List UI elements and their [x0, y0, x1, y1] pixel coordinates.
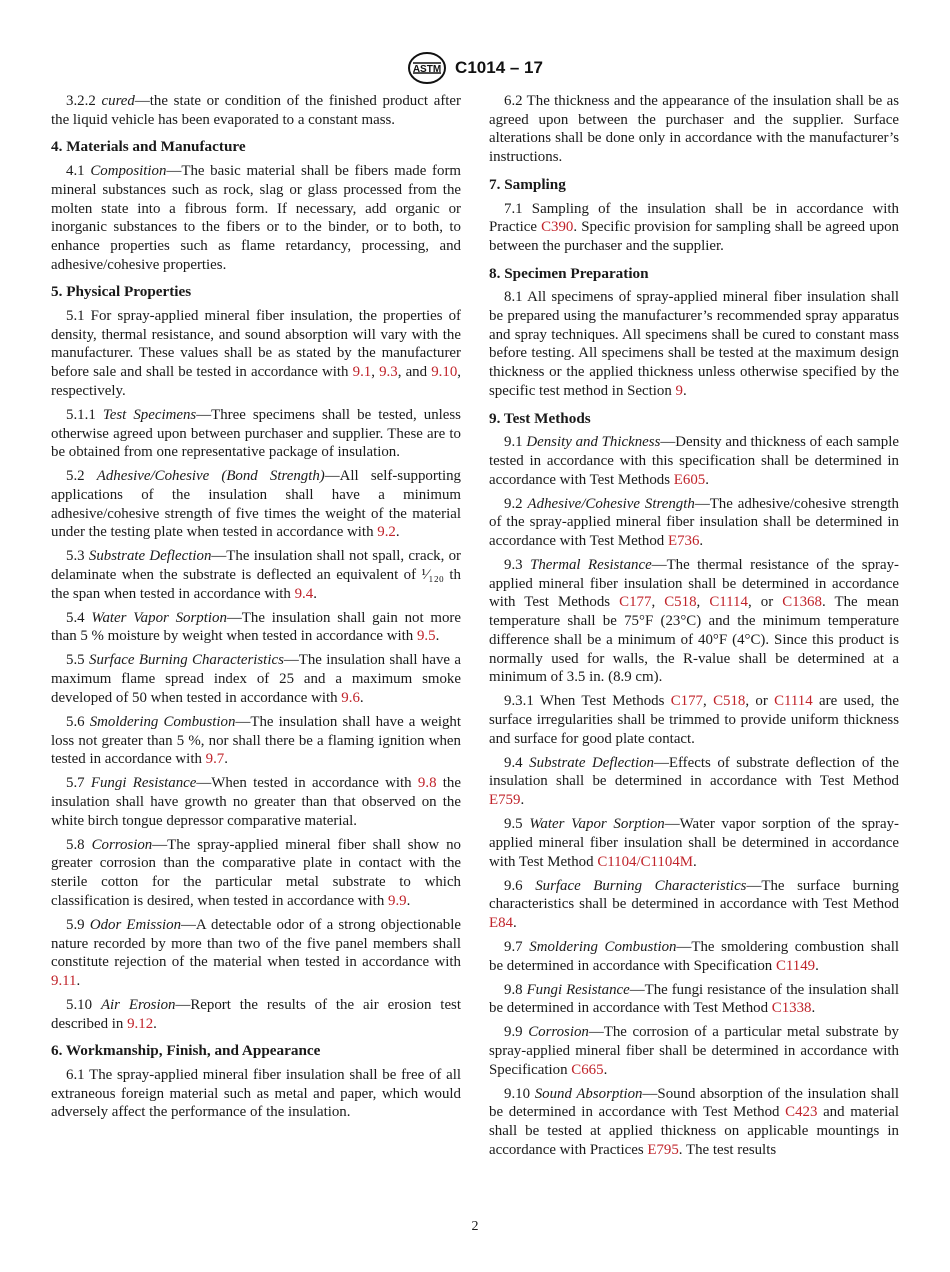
ref-link[interactable]: 9.6	[341, 689, 360, 706]
paragraph-5-9: 5.9 Odor Emission—A detectable odor of a strong objectionable nature recorded by more than two of the five panel members shall constitute rejection of the material when tested in accordance with 9.11.	[51, 916, 461, 989]
paragraph-5-1: 5.1 For spray-applied mineral fiber insulation, the properties of density, thermal resistance, and sound absorption will vary with the manufacturer. These values shall be as stated by the manufacturer before sale and shall be tested in accordance with 9.1, 9.3, and 9.10, respectively.	[51, 308, 461, 399]
ref-link[interactable]: 9.7	[205, 751, 225, 768]
ref-link[interactable]: C1149	[775, 957, 816, 974]
paragraph-5-6: 5.6 Smoldering Combustion—The insulation shall have a weight loss not greater than 5 %, nor shall there be a flaming ignition when tested in accordance with 9.7.	[51, 713, 461, 768]
ref-link[interactable]: C177	[670, 693, 704, 710]
paragraph-6-2: 6.2 The thickness and the appearance of the insulation shall be as agreed upon between the purchaser and the supplier. Surface alterations shall be done only in accordance with the manufacturer’s instructions.	[489, 93, 899, 166]
paragraph-5-4: 5.4 Water Vapor Sorption—The insulation shall gain not more than 5 % moisture by weight when tested in accordance with 9.5.	[51, 609, 461, 645]
paragraph-9-5: 9.5 Water Vapor Sorption—Water vapor sorption of the spray-applied mineral fiber insulation shall be determined in accordance with Test Method C1104/C1104M.	[489, 816, 899, 870]
ref-link[interactable]: C1338	[771, 1000, 812, 1017]
astm-logo-icon	[407, 51, 447, 85]
paragraph-9-6: 9.6 Surface Burning Characteristics—The surface burning characteristics shall be determined in accordance with Test Method E84.	[489, 877, 899, 931]
left-column	[51, 92, 461, 1127]
paragraph-5-3: 5.3 Substrate Deflection—The insulation shall not spall, crack, or delaminate when the substrate is deflected an equivalent of ¹⁄₁₂₀ th the span when tested in accordance with 9.4.	[51, 548, 462, 602]
ref-link[interactable]: 9.1	[352, 364, 372, 381]
document-id: C1014 – 17	[455, 58, 543, 77]
paragraph-8-1: 8.1 All specimens of spray-applied mineral fiber insulation shall be prepared using the manufacturer’s recommended spray apparatus and spray techniques. All specimens shall be cured to constant mass before testing. All specimens shall be tested at the maximum design thickness or the applied thickness unless otherwise specified by the specific test method in Section 9.	[489, 289, 899, 399]
ref-link[interactable]: 9.3	[379, 364, 398, 381]
paragraph-4-1: 4.1 Composition—The basic material shall be fibers made form mineral substances such as rock, slag or glass processed from the molten state into a fibrous form. If necessary, add organic or inorganic substances to the fibers or to the binder, or to both, to enhance properties such as flame retardancy, processing, and adhesive/cohesive properties.	[51, 163, 461, 273]
paragraph-9-2: 9.2 Adhesive/Cohesive Strength—The adhesive/cohesive strength of the spray-applied mineral fiber insulation shall be determined in accordance with Test Method E736.	[489, 495, 899, 550]
paragraph-7-1: 7.1 Sampling of the insulation shall be in accordance with Practice C390. Specific provision for sampling shall be agreed upon between the purchaser and the supplier.	[489, 200, 899, 254]
ref-link[interactable]: C1104/C1104M	[597, 853, 694, 870]
section-8-heading: 8. Specimen Preparation	[489, 264, 649, 282]
right-column	[489, 92, 899, 1165]
paragraph-9-9: 9.9 Corrosion—The corrosion of a particular metal substrate by spray-applied mineral fiber shall be determined in accordance with Specification C665.	[489, 1024, 899, 1078]
paragraph-5-5: 5.5 Surface Burning Characteristics—The insulation shall have a maximum flame spread index of 25 and a maximum smoke developed of 50 when tested in accordance with 9.6.	[51, 652, 461, 706]
ref-link[interactable]: 9.2	[377, 524, 396, 541]
ref-link[interactable]: 9.12	[127, 1015, 154, 1032]
paragraph-9-7: 9.7 Smoldering Combustion—The smoldering combustion shall be determined in accordance with Specification C1149.	[489, 938, 899, 974]
ref-link[interactable]: 9.10	[431, 364, 458, 381]
ref-link[interactable]: C518	[664, 594, 697, 611]
ref-link[interactable]: E736	[667, 533, 700, 550]
paragraph-3-2-2: 3.2.2 cured—the state or condition of the finished product after the liquid vehicle has been evaporated to a constant mass.	[51, 93, 461, 128]
ref-link[interactable]: C1114	[709, 594, 748, 611]
section-5-heading: 5. Physical Properties	[51, 283, 192, 301]
paragraph-5-8: 5.8 Corrosion—The spray-applied mineral fiber shall show no greater corrosion than the comparative plate in contact with the sterile cotton for the particular metal substrate to which classification is desired, when tested in accordance with 9.9.	[51, 836, 461, 909]
ref-link[interactable]: E795	[647, 1141, 679, 1158]
ref-link[interactable]: C1368	[782, 594, 822, 611]
paragraph-5-2: 5.2 Adhesive/Cohesive (Bond Strength)—All self-supporting applications of the insulation shall have a minimum adhesive/cohesive strength of five times the weight of the material under the testing plate when tested in accordance with 9.2.	[51, 468, 461, 541]
ref-link[interactable]: 9.11	[51, 972, 77, 989]
paragraph-5-10: 5.10 Air Erosion—Report the results of the air erosion test described in 9.12.	[51, 996, 461, 1032]
ref-link[interactable]: 9.8	[417, 775, 437, 792]
section-6-heading: 6. Workmanship, Finish, and Appearance	[51, 1042, 321, 1060]
ref-link[interactable]: C518	[713, 693, 746, 710]
ref-link[interactable]: 9.4	[294, 585, 314, 602]
ref-link[interactable]: C177	[619, 594, 652, 611]
paragraph-9-8: 9.8 Fungi Resistance—The fungi resistance of the insulation shall be determined in accordance with Test Method C1338.	[489, 981, 899, 1017]
ref-link[interactable]: E759	[489, 792, 521, 809]
ref-link[interactable]: 9.9	[388, 892, 407, 909]
ref-link[interactable]: 9	[675, 382, 683, 399]
section-7-heading: 7. Sampling	[489, 175, 566, 193]
ref-link[interactable]: C390	[541, 219, 574, 236]
ref-link[interactable]: E605	[673, 471, 706, 488]
ref-link[interactable]: C1114	[774, 693, 813, 710]
paragraph-9-3: 9.3 Thermal Resistance—The thermal resistance of the spray-applied mineral fiber insulation shall be determined in accordance with Test Methods C177, C518, C1114, or C1368. The mean temperature shall be 75°F (23°C) and the minimum temperature difference shall be a minimum of 40°F (4°C). Since this product is normally used for walls, the R-value shall be determined at a minimum of 3.5 in. (8.9 cm).	[489, 557, 899, 686]
svg-text:ASTM: ASTM	[412, 64, 442, 75]
paragraph-5-1-1: 5.1.1 Test Specimens—Three specimens shall be tested, unless otherwise agreed upon between purchaser and supplier. These are to be obtained from one representative package of insulation.	[51, 406, 461, 461]
paragraph-9-4: 9.4 Substrate Deflection—Effects of substrate deflection of the insulation shall be determined in accordance with Test Method E759.	[489, 754, 899, 809]
paragraph-5-7: 5.7 Fungi Resistance—When tested in accordance with 9.8 the insulation shall have growth no greater than that observed on the white birch tongue depressor comparative material.	[51, 775, 461, 829]
paragraph-9-1: 9.1 Density and Thickness—Density and thickness of each sample tested in accordance with this specification shall be determined in accordance with Test Methods E605.	[489, 434, 899, 488]
ref-link[interactable]: C423	[785, 1104, 818, 1121]
section-4-heading: 4. Materials and Manufacture	[51, 138, 246, 156]
paragraph-9-3-1: 9.3.1 When Test Methods C177, C518, or C1114 are used, the surface irregularities shall be trimmed to provide uniform thickness and surface for good plate contact.	[489, 693, 899, 747]
ref-link[interactable]: E84	[489, 914, 513, 931]
ref-link[interactable]: 9.5	[416, 628, 436, 645]
page-header	[0, 50, 950, 86]
ref-link[interactable]: C665	[571, 1061, 604, 1078]
page-number: 2	[471, 1219, 479, 1234]
section-9-heading: 9. Test Methods	[489, 409, 591, 427]
paragraph-9-10: 9.10 Sound Absorption—Sound absorption of the insulation shall be determined in accordance with Test Method C423 and material shall be tested at applied thickness on applicable mountings in accordance with Practices E795. The test results	[489, 1085, 899, 1158]
paragraph-6-1: 6.1 The spray-applied mineral fiber insulation shall be free of all extraneous foreign material such as metal and paper, which would adversely affect the performance of the insulation.	[51, 1067, 461, 1121]
